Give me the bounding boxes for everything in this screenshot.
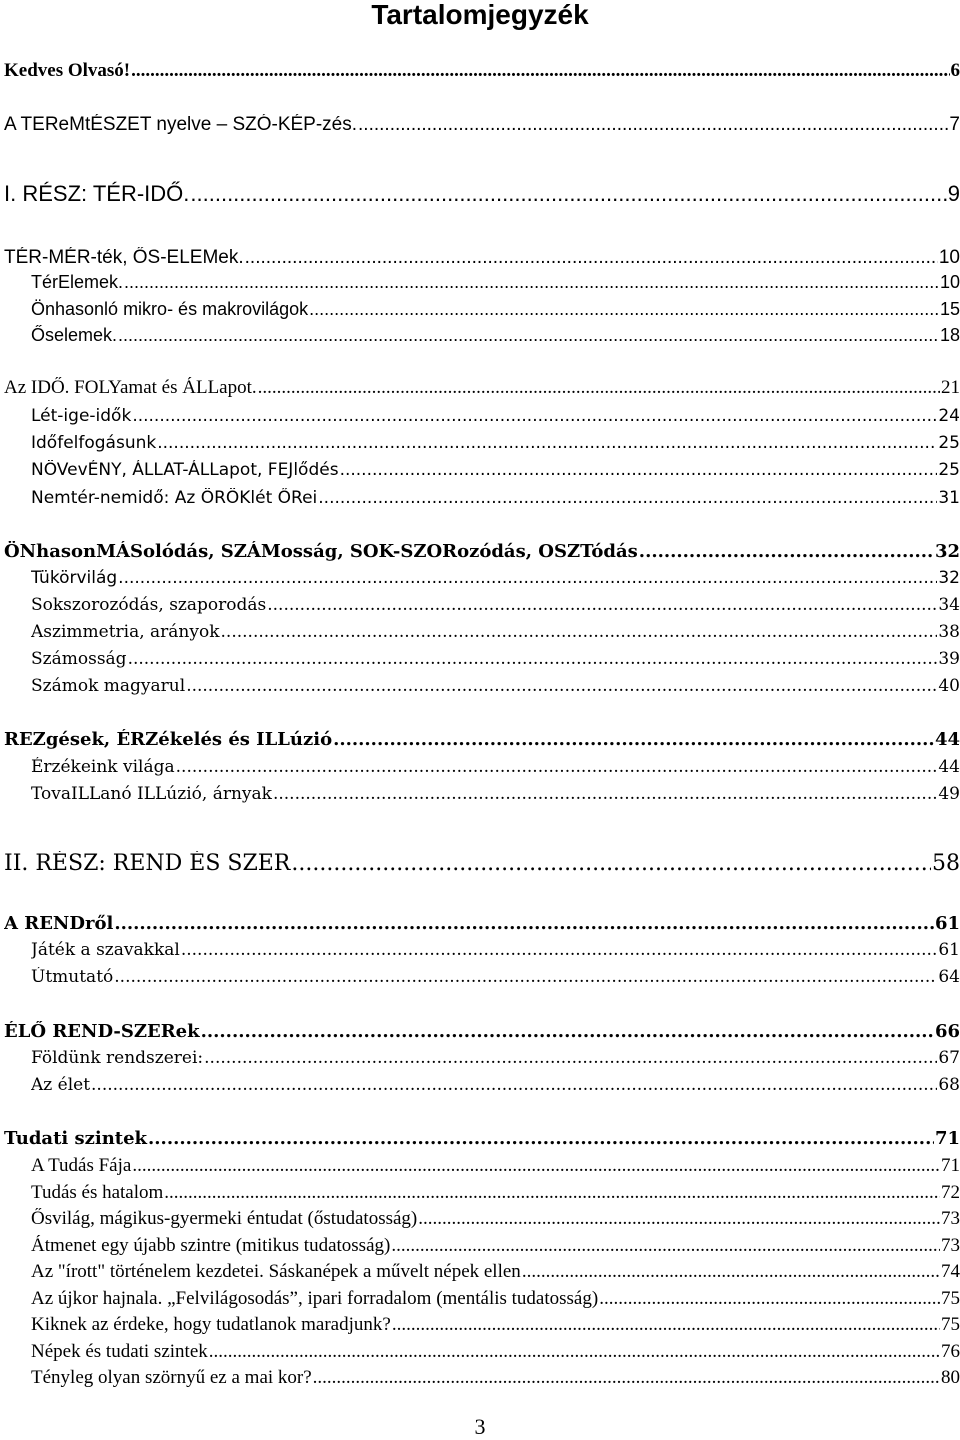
toc-entry[interactable] <box>31 1208 960 1230</box>
toc-entry-label: Átmenet egy újabb szintre (mitikus tudatosság) <box>31 1235 391 1256</box>
dot-leader <box>358 114 948 136</box>
dot-leader <box>391 1235 940 1257</box>
toc-entry-page: 39 <box>938 649 960 669</box>
dot-leader <box>132 1155 940 1177</box>
toc-entry[interactable] <box>31 488 960 508</box>
dot-leader <box>313 1367 940 1389</box>
dot-leader <box>273 784 937 804</box>
toc-entry-page: 80 <box>941 1367 960 1388</box>
toc-entry[interactable] <box>31 784 960 804</box>
toc-entry-label: Tudás és hatalom <box>31 1182 164 1203</box>
toc-entry[interactable] <box>4 541 960 562</box>
dot-leader <box>221 622 938 642</box>
dot-leader <box>190 181 946 207</box>
dot-leader <box>118 568 937 588</box>
toc-entry[interactable] <box>4 851 960 876</box>
toc-entry-page: 25 <box>938 460 960 480</box>
dot-leader <box>186 676 937 696</box>
toc-entry-label: Útmutató <box>31 967 114 987</box>
dot-leader <box>392 1314 940 1336</box>
dot-leader <box>418 1208 940 1230</box>
toc-entry-label: Számok magyarul <box>31 676 186 696</box>
toc-entry-label: A TEReMtÉSZET nyelve – SZÓ-KÉP-zés. <box>4 114 358 135</box>
dot-leader <box>267 595 937 615</box>
toc-entry-page: 72 <box>941 1182 960 1203</box>
toc-entry[interactable] <box>31 676 960 696</box>
toc-entry[interactable] <box>31 1261 960 1283</box>
toc-entry-label: TérElemek. <box>31 272 124 292</box>
toc-entry[interactable] <box>31 1235 960 1257</box>
toc-entry[interactable] <box>31 325 960 346</box>
toc-entry-label: A Tudás Fája <box>31 1155 132 1176</box>
toc-entry[interactable] <box>4 913 960 934</box>
toc-entry-page: 44 <box>934 729 960 750</box>
dot-leader <box>157 433 937 453</box>
dot-leader <box>114 967 937 987</box>
toc-entry-label: Ősvilág, mágikus-gyermeki éntudat (őstudatosság) <box>31 1208 418 1229</box>
dot-leader <box>176 757 938 777</box>
toc-entry-label: Tudati szintek <box>4 1128 148 1149</box>
toc-entry-label: Népek és tudati szintek <box>31 1341 208 1362</box>
toc-entry-label: Játék a szavakkal <box>31 940 180 960</box>
toc-entry-page: 64 <box>938 967 960 987</box>
toc-entry-page: 61 <box>938 940 960 960</box>
toc-entry-label: I. RÉSZ: TÉR-IDŐ. <box>4 181 190 206</box>
toc-entry-label: Tükörvilág <box>31 568 118 588</box>
toc-entry[interactable] <box>4 377 960 399</box>
toc-entry-page: 74 <box>941 1261 960 1282</box>
toc-entry-label: NÖVevÉNY, ÁLLAT-ÁLLapot, FEJlődés <box>31 460 339 480</box>
toc-entry-page: 75 <box>941 1288 960 1309</box>
toc-entry[interactable] <box>4 247 960 269</box>
toc-entry[interactable] <box>31 1155 960 1177</box>
dot-leader <box>201 1021 934 1042</box>
toc-entry-page: 34 <box>938 595 960 615</box>
toc-entry-label: TÉR-MÉR-ték, ŐS-ELEMek. <box>4 247 244 268</box>
toc-entry-label: Önhasonló mikro- és makrovilágok <box>31 299 309 319</box>
dot-leader <box>114 913 934 934</box>
dot-leader <box>128 649 938 669</box>
toc-entry-label: Nemtér-nemidő: Az ÖRÖKlét ŐRei <box>31 488 318 508</box>
toc-entry[interactable] <box>31 1367 960 1389</box>
toc-entry-page: 76 <box>941 1341 960 1362</box>
toc-entry-label: Az IDŐ. FOLYamat és ÁLLapot. <box>4 377 257 398</box>
toc-entry-page: 67 <box>938 1048 960 1068</box>
toc-entry-page: 71 <box>934 1128 960 1149</box>
toc-entry[interactable] <box>4 729 960 750</box>
toc-entry-page: 10 <box>938 247 960 268</box>
toc-entry-label: Földünk rendszerei: <box>31 1048 204 1068</box>
toc-entry-page: 38 <box>938 622 960 642</box>
toc-entry[interactable] <box>31 622 960 642</box>
toc-entry[interactable] <box>31 272 960 293</box>
toc-entry-page: 71 <box>941 1155 960 1176</box>
dot-leader <box>639 541 934 562</box>
dot-leader <box>245 247 938 269</box>
toc-entry-label: Tényleg olyan szörnyű ez a mai kor? <box>31 1367 312 1388</box>
toc-entry[interactable] <box>31 967 960 987</box>
toc-entry[interactable] <box>31 1048 960 1068</box>
toc-entry-page: 9 <box>947 181 960 206</box>
toc-entry-page: 25 <box>938 433 960 453</box>
toc-entry[interactable] <box>4 1128 960 1149</box>
dot-leader <box>91 1075 937 1095</box>
toc-entry-page: 44 <box>938 757 960 777</box>
dot-leader <box>131 60 949 82</box>
dot-leader <box>318 488 937 508</box>
toc-entry-page: 68 <box>938 1075 960 1095</box>
toc-entry[interactable] <box>31 1182 960 1204</box>
toc-entry[interactable] <box>31 1314 960 1336</box>
dot-leader <box>522 1261 940 1283</box>
toc-entry[interactable] <box>31 460 960 480</box>
page-number: 3 <box>474 1414 486 1439</box>
toc-entry-label: Számosság <box>31 649 127 669</box>
toc-entry-page: 15 <box>939 299 960 319</box>
toc-entry-page: 66 <box>934 1021 960 1042</box>
toc-entry[interactable] <box>4 60 960 82</box>
toc-entry-label: A RENDről <box>4 913 114 934</box>
dot-leader <box>309 299 939 320</box>
toc-entry[interactable] <box>31 595 960 615</box>
toc-entry-label: ÉLŐ REND-SZERek <box>4 1021 200 1042</box>
dot-leader <box>124 272 939 293</box>
toc-entry[interactable] <box>4 181 960 207</box>
toc-entry-page: 18 <box>939 325 960 345</box>
dot-leader <box>599 1288 940 1310</box>
toc-entry-page: 73 <box>941 1208 960 1229</box>
toc-entry-label: Őselemek. <box>31 325 118 345</box>
toc-entry-page: 61 <box>934 913 960 934</box>
toc-entry-page: 75 <box>941 1314 960 1335</box>
toc-entry-page: 31 <box>938 488 960 508</box>
toc-entry-label: Az újkor hajnala. „Felvilágosodás”, ipari forradalom (mentális tudatosság) <box>31 1288 599 1309</box>
toc-entry-label: II. RÉSZ: REND ÉS SZER <box>4 851 291 876</box>
toc-entry-page: 6 <box>950 60 960 81</box>
toc-entry[interactable] <box>31 1075 960 1095</box>
dot-leader <box>118 325 939 346</box>
toc-entry-page: 40 <box>938 676 960 696</box>
toc-entry-label: Kiknek az érdeke, hogy tudatlanok maradjunk? <box>31 1314 391 1335</box>
toc-entry-label: Az élet <box>31 1075 91 1095</box>
toc-entry[interactable] <box>4 1021 960 1042</box>
toc-entry-label: Sokszorozódás, szaporodás <box>31 595 267 615</box>
toc-entry-page: 73 <box>941 1235 960 1256</box>
toc-entry[interactable] <box>31 406 960 426</box>
toc-entry-page: 49 <box>938 784 960 804</box>
toc-entry-page: 7 <box>949 114 960 135</box>
toc-entry-label: Kedves Olvasó! <box>4 60 131 81</box>
toc-entry-label: Lét-ige-idők <box>31 406 132 426</box>
dot-leader <box>333 729 934 750</box>
toc-entry[interactable] <box>31 757 960 777</box>
toc-entry-page: 21 <box>941 377 960 398</box>
page-title: Tartalomjegyzék <box>371 0 589 30</box>
toc-entry-label: TovaILLanó ILLúzió, árnyak <box>31 784 272 804</box>
toc-entry[interactable] <box>4 114 960 136</box>
toc-entry-page: 58 <box>932 851 960 876</box>
dot-leader <box>181 940 938 960</box>
toc-entry-label: Aszimmetria, arányok <box>31 622 220 642</box>
toc-entry[interactable] <box>31 299 960 320</box>
dot-leader <box>132 406 937 426</box>
toc-entry-label: ÖNhasonMÁSolódás, SZÁMosság, SOK-SZORozódás, OSZTódás <box>4 541 638 562</box>
toc-entry[interactable] <box>31 433 960 453</box>
dot-leader <box>164 1182 940 1204</box>
toc-entry-label: REZgések, ÉRZékelés és ILLúzió <box>4 729 333 750</box>
toc-entry-page: 10 <box>939 272 960 292</box>
dot-leader <box>209 1341 940 1363</box>
toc-entry-label: Időfelfogásunk <box>31 433 157 453</box>
toc-entry-label: Az "írott" történelem kezdetei. Sáskanépek a művelt népek ellen <box>31 1261 521 1282</box>
dot-leader <box>340 460 938 480</box>
dot-leader <box>291 851 931 876</box>
toc-entry[interactable] <box>31 1288 960 1310</box>
toc-entry[interactable] <box>31 649 960 669</box>
toc-entry-page: 32 <box>938 568 960 588</box>
dot-leader <box>258 377 940 399</box>
toc-entry-page: 24 <box>938 406 960 426</box>
toc-entry-page: 32 <box>934 541 960 562</box>
dot-leader <box>148 1128 934 1149</box>
toc-entry[interactable] <box>31 940 960 960</box>
dot-leader <box>204 1048 937 1068</box>
toc-entry-label: Érzékeink világa <box>31 757 175 777</box>
toc-entry[interactable] <box>31 568 960 588</box>
toc-entry[interactable] <box>31 1341 960 1363</box>
